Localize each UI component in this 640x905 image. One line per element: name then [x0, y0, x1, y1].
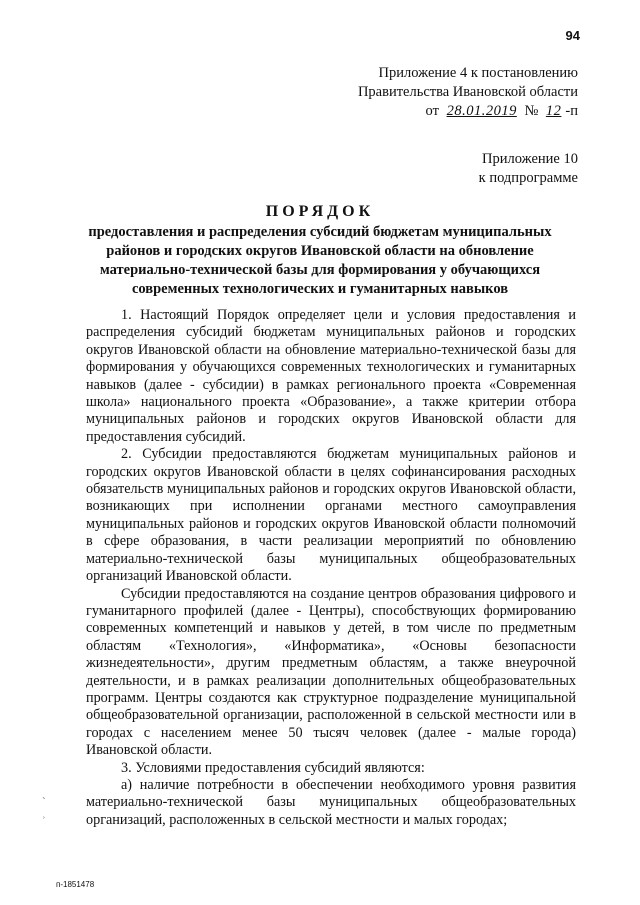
title-line-2: районов и городских округов Ивановской области на обновление — [106, 243, 534, 259]
title-main: ПОРЯДОК — [265, 203, 375, 220]
paragraph-5: а) наличие потребности в обеспечении необходимого уровня развития материально-технической базы муниципальных общеобразовательных организаций, расположенных в сельской местности и малых городах; — [86, 776, 576, 828]
date-prefix: от — [425, 103, 439, 119]
number-value: 12 — [545, 103, 562, 119]
paragraph-1: 1. Настоящий Порядок определяет цели и условия предоставления и распределения субсидий бюджетам муниципальных районов и городских округов Ивановской области на обновление материально-технической базы для формирования у обучающихся современных технологических и гуманитарных навыков (далее - субсидии) в рамках регионального проекта «Современная школа» национального проекта «Образование», а также критерии отбора муниципальных районов и городских округов Ивановской области для предоставления субсидий. — [86, 307, 576, 445]
document-code: п-1851478 — [56, 880, 95, 889]
document-body — [86, 307, 576, 829]
title-line-1: предоставления и распределения субсидий бюджетам муниципальных — [88, 224, 552, 240]
date-value: 28.01.2019 — [446, 103, 517, 119]
appendix-header — [358, 64, 578, 121]
appendix-date-line — [358, 102, 578, 121]
title-line-3: материально-технической базы для формирования у обучающихся — [99, 262, 541, 278]
appendix-line-2: Правительства Ивановской области — [357, 84, 578, 100]
margin-mark-1: ˋ — [42, 796, 46, 808]
subprogram-header — [479, 150, 578, 188]
page-number: 94 — [565, 28, 580, 43]
paragraph-3: Субсидии предоставляются на создание центров образования цифрового и гуманитарного профилей (далее - Центры), способствующих формированию современных компетенций и навыков у детей, в том числе по предметным областям «Технология», «Информатика», «Основы безопасности жизнедеятельности», другим предметным областям, а также внеурочной деятельности, и в рамках реализации дополнительных общеобразовательных программ. Центры создаются как структурное подразделение муниципальной общеобразовательной организации, расположенной в сельской местности или в городах с населением менее 50 тысяч человек (далее - малые города) Ивановской области. — [86, 585, 576, 759]
paragraph-4: 3. Условиями предоставления субсидий являются: — [121, 759, 425, 776]
appendix-line-1: Приложение 4 к постановлению — [378, 65, 578, 81]
subprogram-line-1: Приложение 10 — [482, 151, 578, 167]
number-suffix: -п — [565, 103, 578, 119]
paragraph-2: 2. Субсидии предоставляются бюджетам муниципальных районов и городских округов Ивановской области в целях софинансирования расходных обязательств муниципальных районов и городских округов Ивановской области, возникающих при исполнении органами местного самоуправления муниципальных районов и городских округов Ивановской области полномочий в сфере образования, в части реализации мероприятий по обновлению материально-технической базы муниципальных общеобразовательных организаций Ивановской области. — [86, 446, 576, 585]
number-prefix: № — [524, 103, 539, 119]
margin-mark-2: ʾ — [42, 815, 46, 827]
title-line-4: современных технологических и гуманитарных навыков — [131, 281, 509, 297]
document-title — [60, 202, 580, 299]
subprogram-line-2: к подпрограмме — [478, 170, 578, 186]
